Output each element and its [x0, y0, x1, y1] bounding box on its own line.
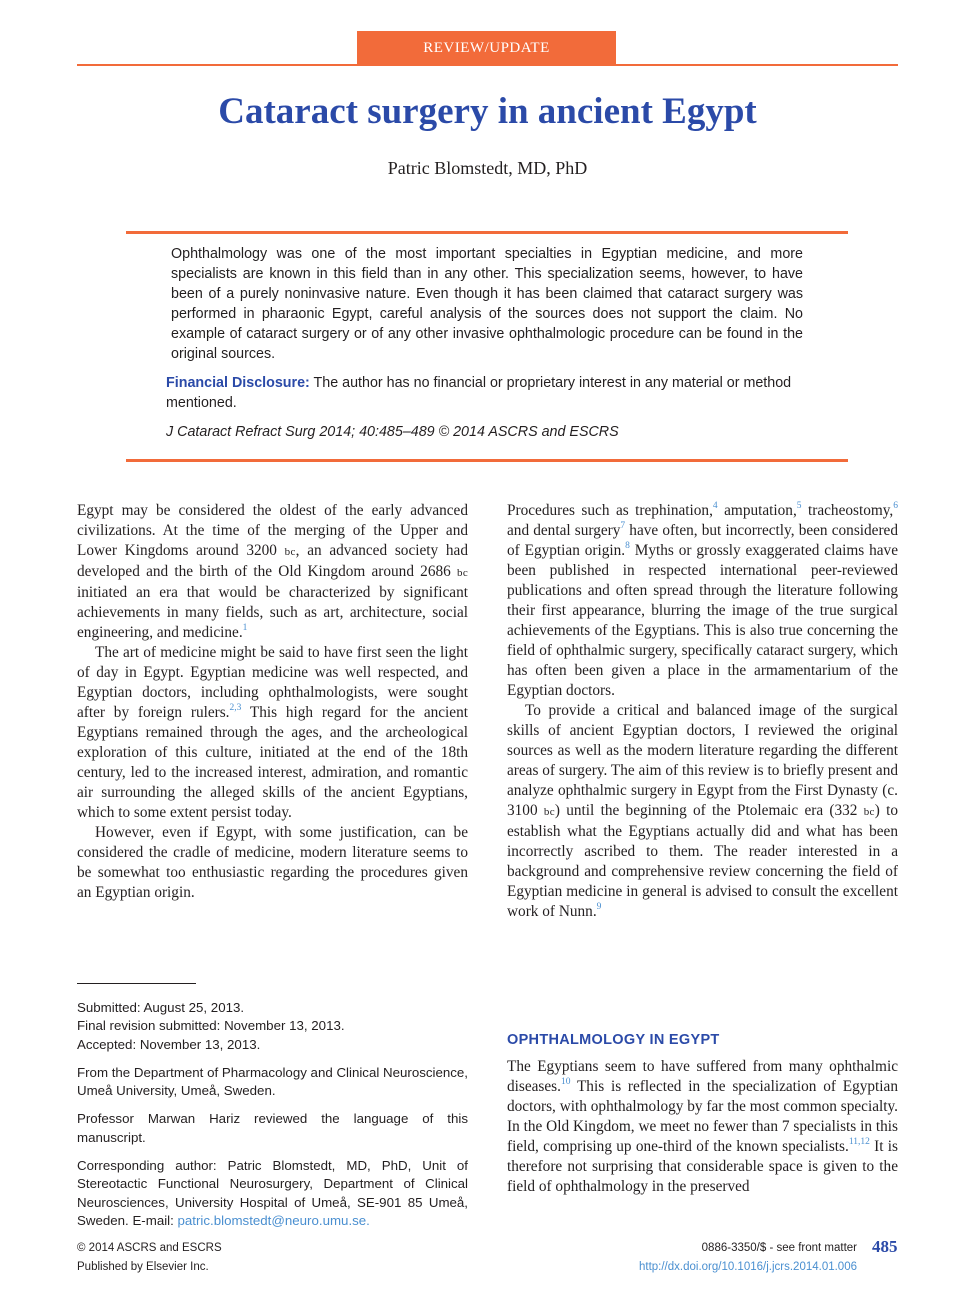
- footer-publisher: Published by Elsevier Inc.: [77, 1261, 209, 1273]
- journal-citation: J Cataract Refract Surg 2014; 40:485–489 © 2014 ASCRS and ESCRS: [166, 424, 619, 440]
- body-column-left: [77, 501, 468, 903]
- affiliation: From the Department of Pharmacology and Clinical Neuroscience, Umeå University, Umeå, Sweden.: [77, 1064, 468, 1099]
- paragraph: However, even if Egypt, with some justification, can be considered the cradle of medicine, modern literature seems to be somewhat too enthusiastic regarding the procedures given an Egyptian origin.: [77, 824, 468, 901]
- abstract-top-rule: [126, 231, 848, 234]
- accepted-date: Accepted: November 13, 2013.: [77, 1036, 261, 1052]
- reference-link[interactable]: 7: [620, 521, 626, 531]
- disclosure-text: The author has no financial or proprietary interest in any material or method mentioned.: [166, 375, 792, 411]
- reference-link[interactable]: 9: [596, 902, 602, 912]
- paragraph: The art of medicine might be said to have first seen the light of day in Egypt. Egyptian medicine was well respected, and Egyptian doctors, including ophthalmologists, were sought after by foreign rulers.$^{2,3}$ This high regard for the ancient Egyptians remained through the ages, and the archeological exploration of this culture, initiated at the end of the 18th century, led to the increased interest, admiration, and romantic air surrounding the alleged skills of the ancient Egyptians, which to some extent persist today.: [77, 644, 468, 821]
- footer-copyright: © 2014 ASCRS and ESCRS: [77, 1242, 222, 1254]
- acknowledgement: Professor Marwan Hariz reviewed the language of this manuscript.: [77, 1111, 468, 1145]
- page-number: 485: [872, 1237, 898, 1256]
- reference-link[interactable]: 10: [560, 1077, 571, 1087]
- section-heading: OPHTHALMOLOGY IN EGYPT: [507, 1032, 720, 1048]
- financial-disclosure: [166, 373, 814, 413]
- reference-link[interactable]: 6: [893, 501, 898, 511]
- reference-link[interactable]: 11,12: [848, 1137, 870, 1147]
- doi-link[interactable]: http://dx.doi.org/10.1016/j.jcrs.2014.01.006: [638, 1261, 857, 1273]
- article-title: Cataract surgery in ancient Egypt: [218, 91, 757, 132]
- body-column-right-section: [507, 1057, 898, 1197]
- footnotes: [77, 999, 468, 1240]
- reference-link[interactable]: 2,3: [229, 703, 242, 713]
- paragraph: The Egyptians seem to have suffered from many ophthalmic diseases.$^{10}$ This is reflected in the specialization of Egyptian doctors, with ophthalmology by far the most common specialty. In the Old Kingdom, we meet no fewer than 7 specialists in this field, comprising up one-third of the known specialists.$^{11,12}$ It is therefore not surprising that considerable space is given to the field of ophthalmology in the preserved: [507, 1058, 898, 1195]
- author-line: Patric Blomstedt, MD, PhD: [387, 158, 588, 178]
- paragraph: To provide a critical and balanced image of the surgical skills of ancient Egyptian doctors, I reviewed the original sources as well as the modern literature regarding the different areas of surgery. The aim of this review is to briefly present and analyze ophthalmic surgery in Egypt from the First Dynasty (c. 3100 bc) until the beginning of the Ptolemaic era (332 bc) to establish what the Egyptians actually did and what has been incorrectly ascribed to them. The reader interested in a background and comprehensive review concerning the field of Egyptian medicine in general is advised to consult the excellent work of Nunn.$^9$: [507, 702, 898, 920]
- footer-issn: 0886-3350/$ - see front matter: [701, 1242, 857, 1254]
- article-type-tag: REVIEW/UPDATE: [357, 31, 616, 65]
- reference-link[interactable]: 4: [712, 501, 718, 511]
- reference-link[interactable]: 5: [796, 501, 802, 511]
- footnote-rule: [77, 983, 196, 984]
- reference-link[interactable]: 8: [625, 541, 630, 551]
- reference-link[interactable]: 1: [242, 623, 248, 633]
- abstract-bottom-rule: [126, 459, 848, 462]
- body-column-right: [507, 501, 898, 922]
- corresponding-author: Corresponding author: Patric Blomstedt, MD, PhD, Unit of Stereotactic Functional Neurosurgery, Department of Clinical Neurosciences, University Hospital of Umeå, SE-901 85 Umeå, Sweden. E-mail: patric.blomstedt@neuro.umu.se.: [77, 1158, 468, 1228]
- abstract-text: Ophthalmology was one of the most important specialties in Egyptian medicine, and more specialists are known in this field than in any other. This specialization seems, however, to have been of a purely noninvasive nature. Even though it has been claimed that cataract surgery was performed in pharaonic Egypt, careful analysis of the sources does not support the claim. No example of cataract surgery or of any other invasive ophthalmologic procedure can be found in the original sources.: [171, 246, 803, 362]
- revised-date: Final revision submitted: November 13, 2013.: [77, 1018, 345, 1034]
- submitted-date: Submitted: August 25, 2013.: [77, 1000, 245, 1015]
- paragraph: Egypt may be considered the oldest of the early advanced civilizations. At the time of the merging of the Upper and Lower Kingdoms around 3200 bc, an advanced society had developed and the birth of the Old Kingdom around 2686 bc initiated an era that would be characterized by significant achievements in many fields, such as art, architecture, social engineering, and medicine.$^1$: [77, 502, 468, 641]
- header-rule: [77, 64, 898, 66]
- paragraph: Procedures such as trephination,$^4$ amputation,$^5$ tracheostomy,$^6$ and dental surgery$^7$ have often, but incorrectly, been considered of Egyptian origin.$^8$ Myths or grossly exaggerated claims have been published in respected international peer-reviewed publications and often spread through the literature following their first appearance, blurring the image of the true surgical achievements of the Egyptians. This is also true concerning the field of ophthalmic surgery, specifically cataract surgery, which has often been given a place in the armamentarium of the Egyptian doctors.: [507, 501, 898, 699]
- email-link[interactable]: patric.blomstedt@neuro.umu.se.: [177, 1212, 370, 1228]
- disclosure-label: Financial Disclosure:: [166, 375, 310, 391]
